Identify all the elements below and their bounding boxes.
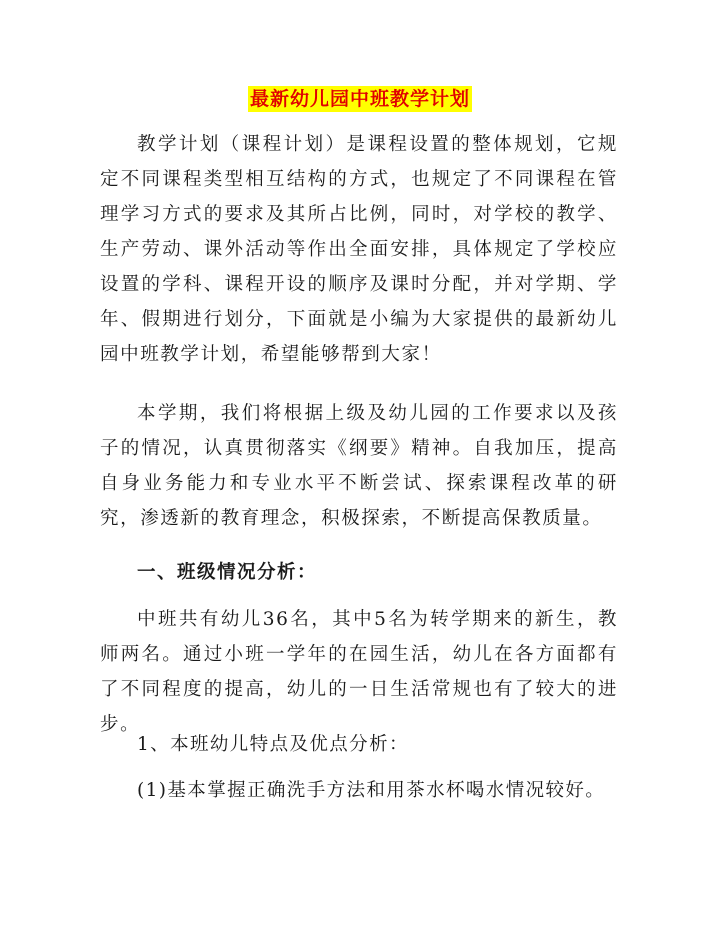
section-heading: 一、班级情况分析： [137,562,318,583]
semester-paragraph: 本学期，我们将根据上级及幼儿园的工作要求以及孩子的情况，认真贯彻落实《纲要》精神。自我加压，提高自身业务能力和专业水平不断尝试、探索课程改革的研究，渗透新的教育理念，积极探索，不断提高保教质量。 [100,403,618,529]
document-title: 最新幼儿园中班教学计划 [249,88,470,110]
title-container [0,86,720,112]
subheading: 1、本班幼儿特点及优点分析： [137,734,409,755]
list-item: (1)基本掌握正确洗手方法和用茶水杯喝水情况较好。 [137,780,606,801]
intro-paragraph: 教学计划（课程计划）是课程设置的整体规划，它规定不同课程类型相互结构的方式，也规定了不同课程在管理学习方式的要求及其所占比例，同时，对学校的教学、生产劳动、课外活动等作出全面安排，具体规定了学校应设置的学科、课程开设的顺序及课时分配，并对学期、学年、假期进行划分，下面就是小编为大家提供的最新幼儿园中班教学计划，希望能够帮到大家！ [100,134,618,365]
class-paragraph: 中班共有幼儿36名，其中5名为转学期来的新生，教师两名。通过小班一学年的在园生活，幼儿在各方面都有了不同程度的提高，幼儿的一日生活常规也有了较大的进步。 [100,609,618,735]
